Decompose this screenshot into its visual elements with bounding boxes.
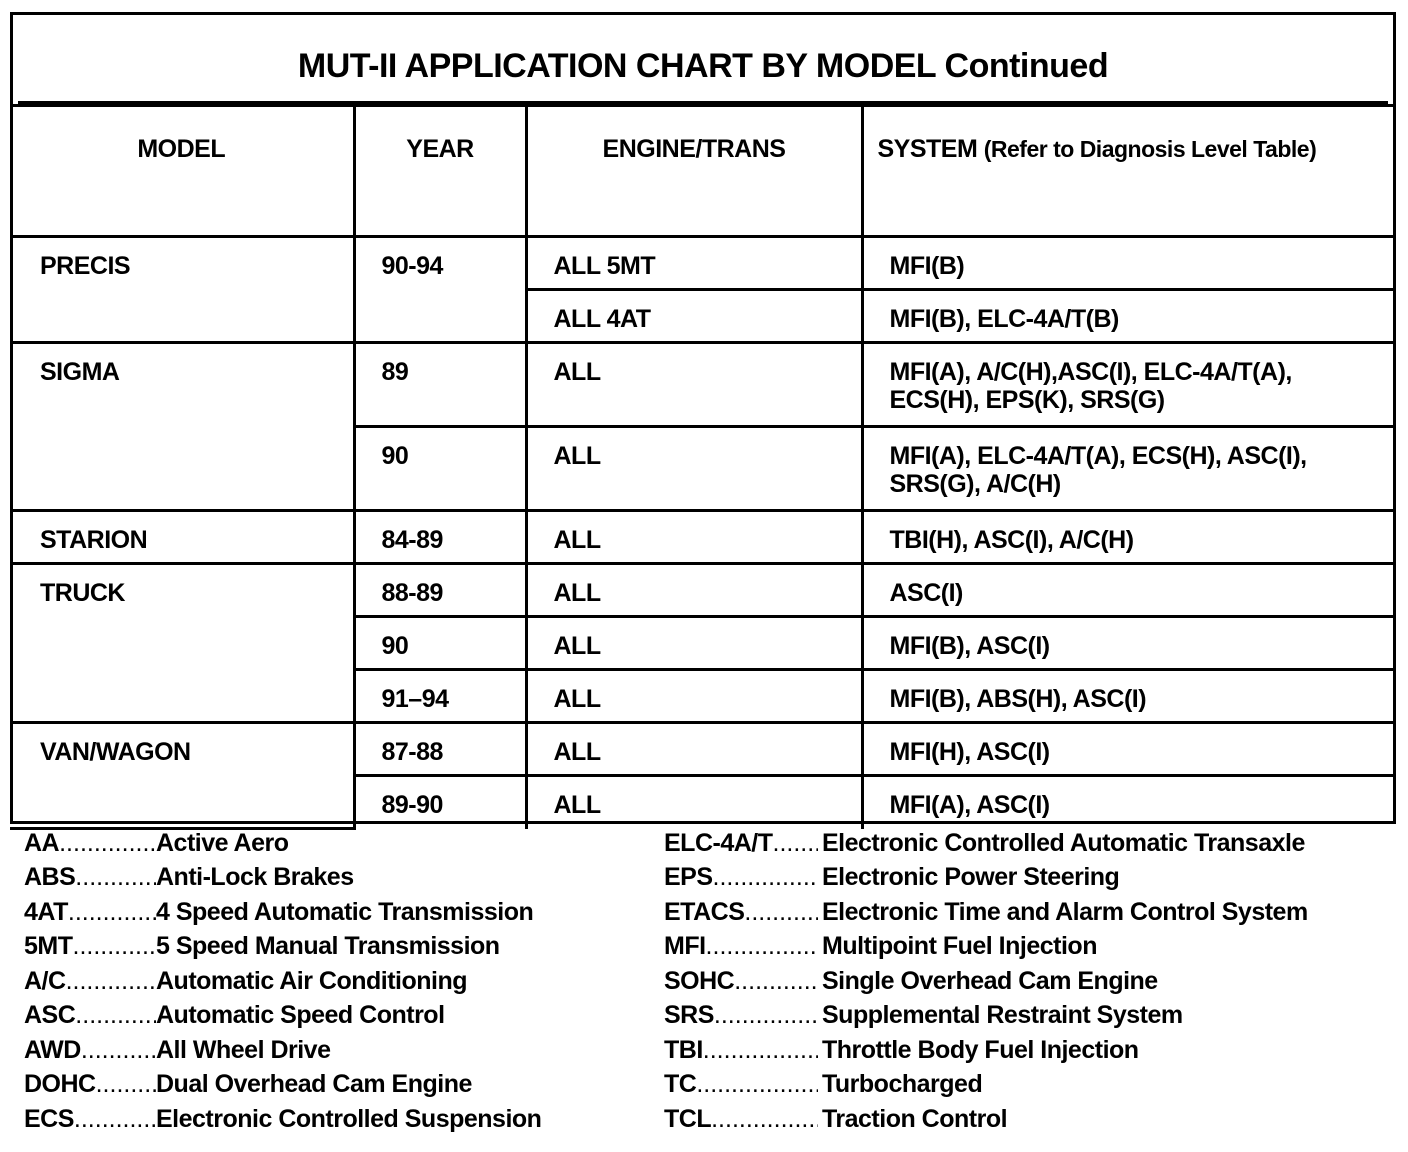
legend-item xyxy=(24,826,644,861)
model-cell: SIGMA xyxy=(10,343,354,511)
table-row xyxy=(10,564,1394,617)
legend-abbr: ECS xyxy=(24,1104,74,1133)
legend-abbr: ETACS xyxy=(664,897,745,926)
leader-dots xyxy=(734,967,818,996)
legend-column-left xyxy=(24,826,644,1137)
legend-meaning: 5 Speed Manual Transmission xyxy=(156,932,500,961)
system-cell: MFI(A), ELC-4A/T(A), ECS(H), ASC(I), SRS(G), A/C(H) xyxy=(862,427,1394,511)
header-row xyxy=(10,106,1394,237)
legend-abbr-wrap xyxy=(24,1036,156,1065)
legend-abbr: SRS xyxy=(664,1001,714,1030)
legend-meaning: Single Overhead Cam Engine xyxy=(822,966,1158,995)
legend-abbr-wrap xyxy=(664,967,818,996)
engine-cell: ALL xyxy=(526,564,862,617)
system-cell: MFI(A), ASC(I) xyxy=(862,776,1394,829)
model-cell: STARION xyxy=(10,511,354,564)
legend-item xyxy=(24,895,644,930)
leader-dots xyxy=(75,1001,156,1030)
legend-meaning: Supplemental Restraint System xyxy=(822,1001,1183,1030)
table-row xyxy=(10,237,1394,290)
model-cell: TRUCK xyxy=(10,564,354,723)
year-cell: 90-94 xyxy=(354,237,526,343)
engine-cell: ALL 5MT xyxy=(526,237,862,290)
leader-dots xyxy=(714,1001,818,1030)
engine-cell: ALL xyxy=(526,427,862,511)
legend-meaning: Automatic Air Conditioning xyxy=(156,966,468,995)
table-row xyxy=(10,511,1394,564)
year-cell: 84-89 xyxy=(354,511,526,564)
legend-abbr: DOHC xyxy=(24,1070,96,1099)
legend-item xyxy=(664,1033,1384,1068)
year-cell: 87-88 xyxy=(354,723,526,776)
header-system-note: (Refer to Diagnosis Level Table) xyxy=(983,136,1317,162)
system-cell: MFI(H), ASC(I) xyxy=(862,723,1394,776)
legend-abbr: AA xyxy=(24,828,60,857)
legend-item xyxy=(664,861,1384,896)
year-cell: 91–94 xyxy=(354,670,526,723)
legend-meaning: Multipoint Fuel Injection xyxy=(822,932,1097,961)
legend-meaning: Anti-Lock Brakes xyxy=(156,863,354,892)
legend-meaning: Electronic Controlled Automatic Transaxle xyxy=(822,828,1305,857)
engine-cell: ALL xyxy=(526,723,862,776)
application-table xyxy=(10,104,1394,830)
legend-meaning: Electronic Power Steering xyxy=(822,863,1120,892)
header-year: YEAR xyxy=(354,106,526,237)
legend-item xyxy=(664,930,1384,965)
legend-abbr-wrap xyxy=(664,1070,818,1099)
legend-abbr-wrap xyxy=(24,829,156,858)
leader-dots xyxy=(68,898,156,927)
legend-item xyxy=(664,999,1384,1034)
leader-dots xyxy=(75,863,156,892)
legend-abbr: TC xyxy=(664,1070,697,1099)
engine-cell: ALL 4AT xyxy=(526,290,862,343)
year-cell: 89 xyxy=(354,343,526,427)
header-model: MODEL xyxy=(10,106,354,237)
legend-abbr-wrap xyxy=(664,1105,818,1134)
legend-abbr: TCL xyxy=(664,1104,712,1133)
leader-dots xyxy=(96,1070,156,1099)
header-system xyxy=(862,106,1394,237)
system-cell: MFI(A), A/C(H),ASC(I), ELC-4A/T(A), ECS(H), EPS(K), SRS(G) xyxy=(862,343,1394,427)
legend-abbr: TBI xyxy=(664,1035,703,1064)
legend-abbr: AWD xyxy=(24,1035,81,1064)
chart-title: MUT-II APPLICATION CHART BY MODEL Continued xyxy=(18,32,1388,104)
year-cell: 90 xyxy=(354,427,526,511)
year-cell: 88-89 xyxy=(354,564,526,617)
legend-abbr-wrap xyxy=(24,898,156,927)
leader-dots xyxy=(713,863,818,892)
legend-abbr-wrap xyxy=(24,932,156,961)
system-cell: ASC(I) xyxy=(862,564,1394,617)
legend-meaning: Turbocharged xyxy=(822,1070,983,1099)
legend-abbr-wrap xyxy=(24,1070,156,1099)
legend-meaning: Automatic Speed Control xyxy=(156,1001,445,1030)
header-system-label: SYSTEM xyxy=(877,135,978,163)
leader-dots xyxy=(81,1036,156,1065)
legend-meaning: Electronic Time and Alarm Control System xyxy=(822,897,1308,926)
legend-abbr-wrap xyxy=(664,1036,818,1065)
abbreviation-legend xyxy=(24,826,1394,1146)
leader-dots xyxy=(744,898,818,927)
engine-cell: ALL xyxy=(526,343,862,427)
year-cell: 89-90 xyxy=(354,776,526,829)
legend-item xyxy=(664,964,1384,999)
engine-cell: ALL xyxy=(526,776,862,829)
legend-item xyxy=(664,895,1384,930)
leader-dots xyxy=(74,1105,156,1134)
system-cell: MFI(B) xyxy=(862,237,1394,290)
legend-item xyxy=(24,930,644,965)
year-cell: 90 xyxy=(354,617,526,670)
legend-abbr: ABS xyxy=(24,863,76,892)
system-cell: MFI(B), ELC-4A/T(B) xyxy=(862,290,1394,343)
legend-meaning: Electronic Controlled Suspension xyxy=(156,1104,542,1133)
legend-abbr: A/C xyxy=(24,966,66,995)
system-cell: MFI(B), ASC(I) xyxy=(862,617,1394,670)
legend-item xyxy=(24,1068,644,1103)
engine-cell: ALL xyxy=(526,670,862,723)
legend-column-right xyxy=(664,826,1384,1137)
legend-abbr-wrap xyxy=(664,829,818,858)
legend-meaning: All Wheel Drive xyxy=(156,1035,331,1064)
legend-item xyxy=(24,964,644,999)
legend-meaning: Throttle Body Fuel Injection xyxy=(822,1035,1139,1064)
leader-dots xyxy=(706,932,818,961)
legend-item xyxy=(24,1033,644,1068)
legend-item xyxy=(24,861,644,896)
legend-item xyxy=(664,826,1384,861)
legend-meaning: Traction Control xyxy=(822,1104,1008,1133)
legend-abbr-wrap xyxy=(24,1105,156,1134)
leader-dots xyxy=(703,1036,818,1065)
legend-meaning: Active Aero xyxy=(156,828,289,857)
leader-dots xyxy=(59,829,156,858)
legend-abbr: MFI xyxy=(664,932,706,961)
legend-meaning: 4 Speed Automatic Transmission xyxy=(156,897,534,926)
legend-abbr-wrap xyxy=(24,863,156,892)
legend-item xyxy=(24,1102,644,1137)
leader-dots xyxy=(711,1105,818,1134)
legend-abbr-wrap xyxy=(664,863,818,892)
legend-abbr: 5MT xyxy=(24,932,73,961)
legend-abbr: 4AT xyxy=(24,897,68,926)
legend-abbr-wrap xyxy=(24,1001,156,1030)
system-cell: MFI(B), ABS(H), ASC(I) xyxy=(862,670,1394,723)
legend-item xyxy=(664,1102,1384,1137)
engine-cell: ALL xyxy=(526,511,862,564)
model-cell: PRECIS xyxy=(10,237,354,343)
legend-abbr-wrap xyxy=(664,898,818,927)
header-engine-trans: ENGINE/TRANS xyxy=(526,106,862,237)
leader-dots xyxy=(66,967,156,996)
table-row xyxy=(10,723,1394,776)
leader-dots xyxy=(73,932,157,961)
legend-abbr-wrap xyxy=(664,1001,818,1030)
engine-cell: ALL xyxy=(526,617,862,670)
legend-abbr-wrap xyxy=(664,932,818,961)
model-cell: VAN/WAGON xyxy=(10,723,354,829)
legend-abbr-wrap xyxy=(24,967,156,996)
legend-meaning: Dual Overhead Cam Engine xyxy=(156,1070,472,1099)
legend-abbr: SOHC xyxy=(664,966,735,995)
system-cell: TBI(H), ASC(I), A/C(H) xyxy=(862,511,1394,564)
table-row xyxy=(10,343,1394,427)
legend-abbr: ELC-4A/T xyxy=(664,828,773,857)
legend-abbr: ASC xyxy=(24,1001,76,1030)
legend-item xyxy=(24,999,644,1034)
legend-item xyxy=(664,1068,1384,1103)
leader-dots xyxy=(696,1070,818,1099)
leader-dots xyxy=(773,829,819,858)
legend-abbr: EPS xyxy=(664,863,713,892)
